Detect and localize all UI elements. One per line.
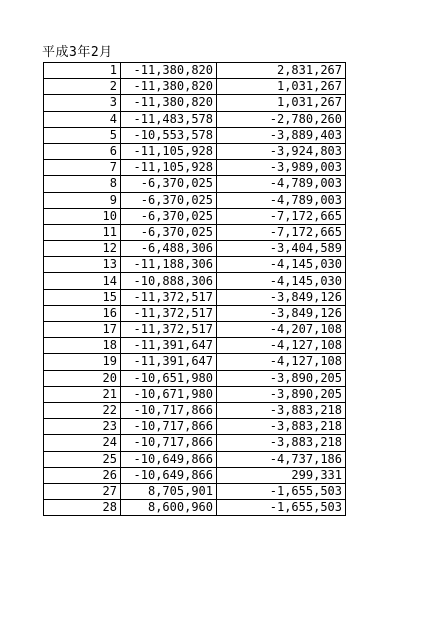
day-cell: 19 (44, 354, 121, 370)
value-b-cell: -7,172,665 (217, 224, 346, 240)
value-b-cell: -4,145,030 (217, 257, 346, 273)
value-a-cell: -11,380,820 (121, 95, 217, 111)
table-row (44, 467, 346, 483)
day-cell: 15 (44, 289, 121, 305)
day-cell: 11 (44, 224, 121, 240)
value-b-cell: -1,655,503 (217, 500, 346, 516)
value-a-cell: -11,391,647 (121, 354, 217, 370)
value-a-cell: -10,649,866 (121, 467, 217, 483)
table-row (44, 176, 346, 192)
day-cell: 27 (44, 483, 121, 499)
day-cell: 22 (44, 402, 121, 418)
day-cell: 25 (44, 451, 121, 467)
value-a-cell: -11,372,517 (121, 322, 217, 338)
value-b-cell: -3,404,589 (217, 241, 346, 257)
value-a-cell: -11,372,517 (121, 289, 217, 305)
value-b-cell: -4,207,108 (217, 322, 346, 338)
value-a-cell: -6,370,025 (121, 224, 217, 240)
table-row (44, 451, 346, 467)
table-row (44, 257, 346, 273)
day-cell: 17 (44, 322, 121, 338)
day-cell: 16 (44, 305, 121, 321)
value-a-cell: -11,372,517 (121, 305, 217, 321)
value-b-cell: 1,031,267 (217, 79, 346, 95)
value-a-cell: -6,488,306 (121, 241, 217, 257)
value-b-cell: -2,780,260 (217, 111, 346, 127)
day-cell: 7 (44, 160, 121, 176)
day-cell: 6 (44, 143, 121, 159)
value-b-cell: -7,172,665 (217, 208, 346, 224)
table-row (44, 160, 346, 176)
value-b-cell: -4,789,003 (217, 192, 346, 208)
value-b-cell: -4,127,108 (217, 338, 346, 354)
value-a-cell: -10,717,866 (121, 402, 217, 418)
table-row (44, 192, 346, 208)
value-a-cell: -11,105,928 (121, 143, 217, 159)
page-title: 平成3年2月 (42, 45, 113, 60)
day-cell: 8 (44, 176, 121, 192)
value-a-cell: -10,671,980 (121, 386, 217, 402)
value-b-cell: -1,655,503 (217, 483, 346, 499)
table-row (44, 273, 346, 289)
table-row (44, 224, 346, 240)
value-b-cell: -3,849,126 (217, 305, 346, 321)
value-a-cell: -10,649,866 (121, 451, 217, 467)
value-a-cell: -10,717,866 (121, 419, 217, 435)
table-row (44, 127, 346, 143)
value-a-cell: -11,380,820 (121, 79, 217, 95)
value-b-cell: -3,989,003 (217, 160, 346, 176)
day-cell: 9 (44, 192, 121, 208)
day-cell: 10 (44, 208, 121, 224)
value-b-cell: -4,789,003 (217, 176, 346, 192)
value-b-cell: 1,031,267 (217, 95, 346, 111)
value-a-cell: -6,370,025 (121, 208, 217, 224)
table-row (44, 500, 346, 516)
value-a-cell: 8,705,901 (121, 483, 217, 499)
value-b-cell: -3,883,218 (217, 419, 346, 435)
table-row (44, 322, 346, 338)
value-b-cell: -3,890,205 (217, 386, 346, 402)
table-row (44, 435, 346, 451)
table-row (44, 419, 346, 435)
day-cell: 26 (44, 467, 121, 483)
table-row (44, 370, 346, 386)
value-a-cell: -10,717,866 (121, 435, 217, 451)
day-cell: 13 (44, 257, 121, 273)
value-a-cell: -11,380,820 (121, 63, 217, 79)
day-cell: 2 (44, 79, 121, 95)
day-cell: 1 (44, 63, 121, 79)
value-b-cell: -4,737,186 (217, 451, 346, 467)
table-row (44, 208, 346, 224)
table-row (44, 305, 346, 321)
day-cell: 20 (44, 370, 121, 386)
day-cell: 23 (44, 419, 121, 435)
table-row (44, 79, 346, 95)
day-cell: 28 (44, 500, 121, 516)
table-row (44, 143, 346, 159)
table-row (44, 402, 346, 418)
value-b-cell: 299,331 (217, 467, 346, 483)
day-cell: 18 (44, 338, 121, 354)
value-a-cell: -10,553,578 (121, 127, 217, 143)
value-a-cell: -11,105,928 (121, 160, 217, 176)
table-row (44, 241, 346, 257)
day-cell: 3 (44, 95, 121, 111)
value-b-cell: -3,924,803 (217, 143, 346, 159)
value-a-cell: 8,600,960 (121, 500, 217, 516)
value-b-cell: -4,145,030 (217, 273, 346, 289)
value-a-cell: -6,370,025 (121, 176, 217, 192)
table-row (44, 338, 346, 354)
value-a-cell: -10,888,306 (121, 273, 217, 289)
value-a-cell: -6,370,025 (121, 192, 217, 208)
table-row (44, 483, 346, 499)
value-b-cell: -3,890,205 (217, 370, 346, 386)
table-row (44, 289, 346, 305)
value-b-cell: -3,883,218 (217, 402, 346, 418)
value-a-cell: -11,188,306 (121, 257, 217, 273)
value-b-cell: -3,883,218 (217, 435, 346, 451)
value-b-cell: -3,849,126 (217, 289, 346, 305)
table-row (44, 63, 346, 79)
value-a-cell: -10,651,980 (121, 370, 217, 386)
value-b-cell: -4,127,108 (217, 354, 346, 370)
table-row (44, 386, 346, 402)
table-row (44, 111, 346, 127)
table-row (44, 95, 346, 111)
value-a-cell: -11,483,578 (121, 111, 217, 127)
table-row (44, 354, 346, 370)
day-cell: 21 (44, 386, 121, 402)
day-cell: 5 (44, 127, 121, 143)
day-cell: 12 (44, 241, 121, 257)
ledger-body (44, 63, 346, 516)
value-b-cell: 2,831,267 (217, 63, 346, 79)
day-cell: 4 (44, 111, 121, 127)
value-b-cell: -3,889,403 (217, 127, 346, 143)
day-cell: 24 (44, 435, 121, 451)
value-a-cell: -11,391,647 (121, 338, 217, 354)
ledger-table (43, 62, 346, 516)
day-cell: 14 (44, 273, 121, 289)
